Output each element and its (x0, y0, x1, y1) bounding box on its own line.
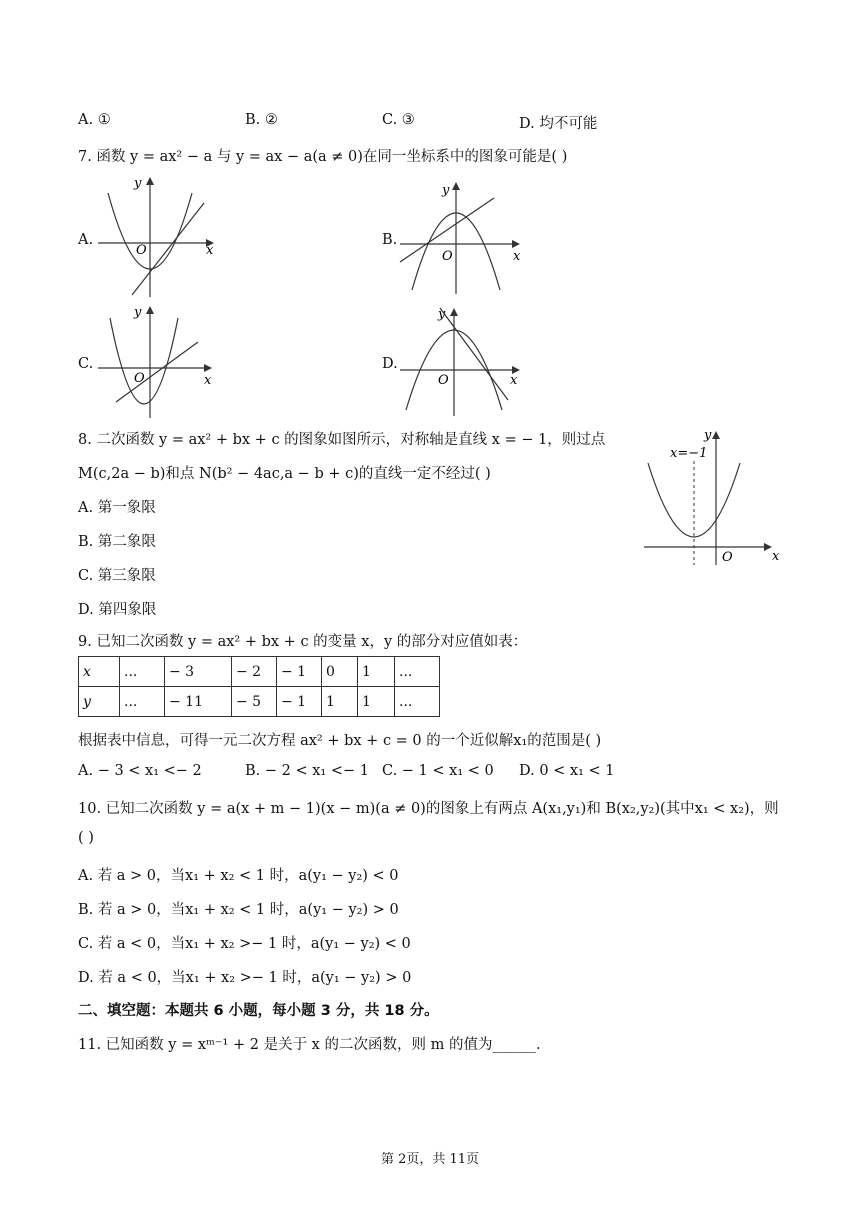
table-cell: ... (395, 657, 440, 687)
q10-option-b: B. 若 a > 0，当x₁ + x₂ < 1 时，a(y₁ − y₂) > 0 (78, 902, 399, 918)
table-cell: − 1 (277, 687, 322, 717)
q8-y-label: y (704, 428, 712, 443)
q7-label-c: C. (78, 356, 94, 372)
q8-option-c: C. 第三象限 (78, 568, 156, 584)
table-cell: − 2 (232, 657, 277, 687)
q8-stem-line1: 8. 二次函数 y = ax² + bx + c 的图象如图所示，对称轴是直线 x = − 1，则过点 (78, 432, 606, 448)
q7-graph-a (96, 175, 226, 300)
q6-option-d: D. 均不可能 (519, 116, 598, 132)
table-cell: ... (120, 687, 165, 717)
q7d-y-label: y (438, 307, 446, 322)
q9-option-c: C. − 1 < x₁ < 0 (382, 763, 494, 779)
q7a-y-label: y (134, 176, 142, 191)
q7a-x-label: x (206, 243, 214, 258)
q7c-origin: O (134, 371, 145, 386)
table-cell: − 1 (277, 657, 322, 687)
q6-option-b: B. ② (245, 112, 278, 128)
page-footer: 第 2页，共 11页 (380, 1152, 480, 1167)
q8-stem-line2: M(c,2a − b)和点 N(b² − 4ac,a − b + c)的直线一定不经过( ) (78, 466, 491, 482)
table-cell: − 5 (232, 687, 277, 717)
q7-graph-d (398, 300, 528, 418)
q9-option-d: D. 0 < x₁ < 1 (519, 763, 615, 779)
q8-axis-of-symmetry-label: x=−1 (670, 446, 708, 461)
q7b-y-label: y (442, 183, 450, 198)
q8-option-d: D. 第四象限 (78, 602, 157, 618)
q10-option-a: A. 若 a > 0，当x₁ + x₂ < 1 时，a(y₁ − y₂) < 0 (78, 868, 399, 884)
table-cell: 1 (358, 687, 395, 717)
table-cell: y (79, 687, 120, 717)
table-cell: 1 (322, 687, 358, 717)
q7b-x-label: x (513, 249, 521, 264)
q10-stem: 10. 已知二次函数 y = a(x + m − 1)(x − m)(a ≠ 0)的图象上有两点 A(x₁,y₁)和 B(x₂,y₂)(其中x₁ < x₂)，则 (78, 801, 779, 817)
q7c-x-label: x (204, 373, 212, 388)
q7d-origin: O (438, 373, 449, 388)
table-cell: − 11 (165, 687, 232, 717)
table-cell: ... (395, 687, 440, 717)
table-cell: 0 (322, 657, 358, 687)
q7-graph-c (96, 302, 226, 420)
q7c-y-label: y (134, 305, 142, 320)
table-cell: − 3 (165, 657, 232, 687)
q8-option-a: A. 第一象限 (78, 500, 156, 516)
q7a-origin: O (136, 243, 147, 258)
q9-option-a: A. − 3 < x₁ <− 2 (78, 763, 202, 779)
q8-x-label: x (772, 549, 780, 564)
q9-option-b: B. − 2 < x₁ <− 1 (245, 763, 369, 779)
q6-option-a: A. ① (78, 112, 111, 128)
q10-option-c: C. 若 a < 0，当x₁ + x₂ >− 1 时，a(y₁ − y₂) < 0 (78, 936, 411, 952)
q6-option-c: C. ③ (382, 112, 415, 128)
q8-origin: O (722, 550, 733, 565)
table-cell: 1 (358, 657, 395, 687)
table-cell: x (79, 657, 120, 687)
q7d-x-label: x (510, 373, 518, 388)
q11-stem: 11. 已知函数 y = xᵐ⁻¹ + 2 是关于 x 的二次函数，则 m 的值为______. (78, 1037, 541, 1053)
section-heading-fill-in: 二、填空题：本题共 6 小题，每小题 3 分，共 18 分。 (78, 1003, 439, 1019)
q10-option-d: D. 若 a < 0，当x₁ + x₂ >− 1 时，a(y₁ − y₂) > 0 (78, 970, 412, 986)
q7-label-b: B. (382, 232, 398, 248)
q7-graph-b (398, 178, 528, 296)
q8-graph (640, 425, 785, 567)
q9-stem: 9. 已知二次函数 y = ax² + bx + c 的变量 x，y 的部分对应值如表： (78, 634, 528, 650)
q7-stem: 7. 函数 y = ax² − a 与 y = ax − a(a ≠ 0)在同一坐标系中的图象可能是( ) (78, 149, 568, 165)
q10-stem-bracket: ( ) (78, 830, 94, 846)
q9-value-table (78, 656, 440, 717)
table-row (79, 657, 440, 687)
table-row (79, 687, 440, 717)
q9-question: 根据表中信息，可得一元二次方程 ax² + bx + c = 0 的一个近似解x₁的范围是( ) (78, 733, 602, 749)
q8-option-b: B. 第二象限 (78, 534, 156, 550)
q7-label-a: A. (78, 232, 94, 248)
q7-label-d: D. (382, 356, 398, 372)
table-cell: ... (120, 657, 165, 687)
q7b-origin: O (442, 249, 453, 264)
